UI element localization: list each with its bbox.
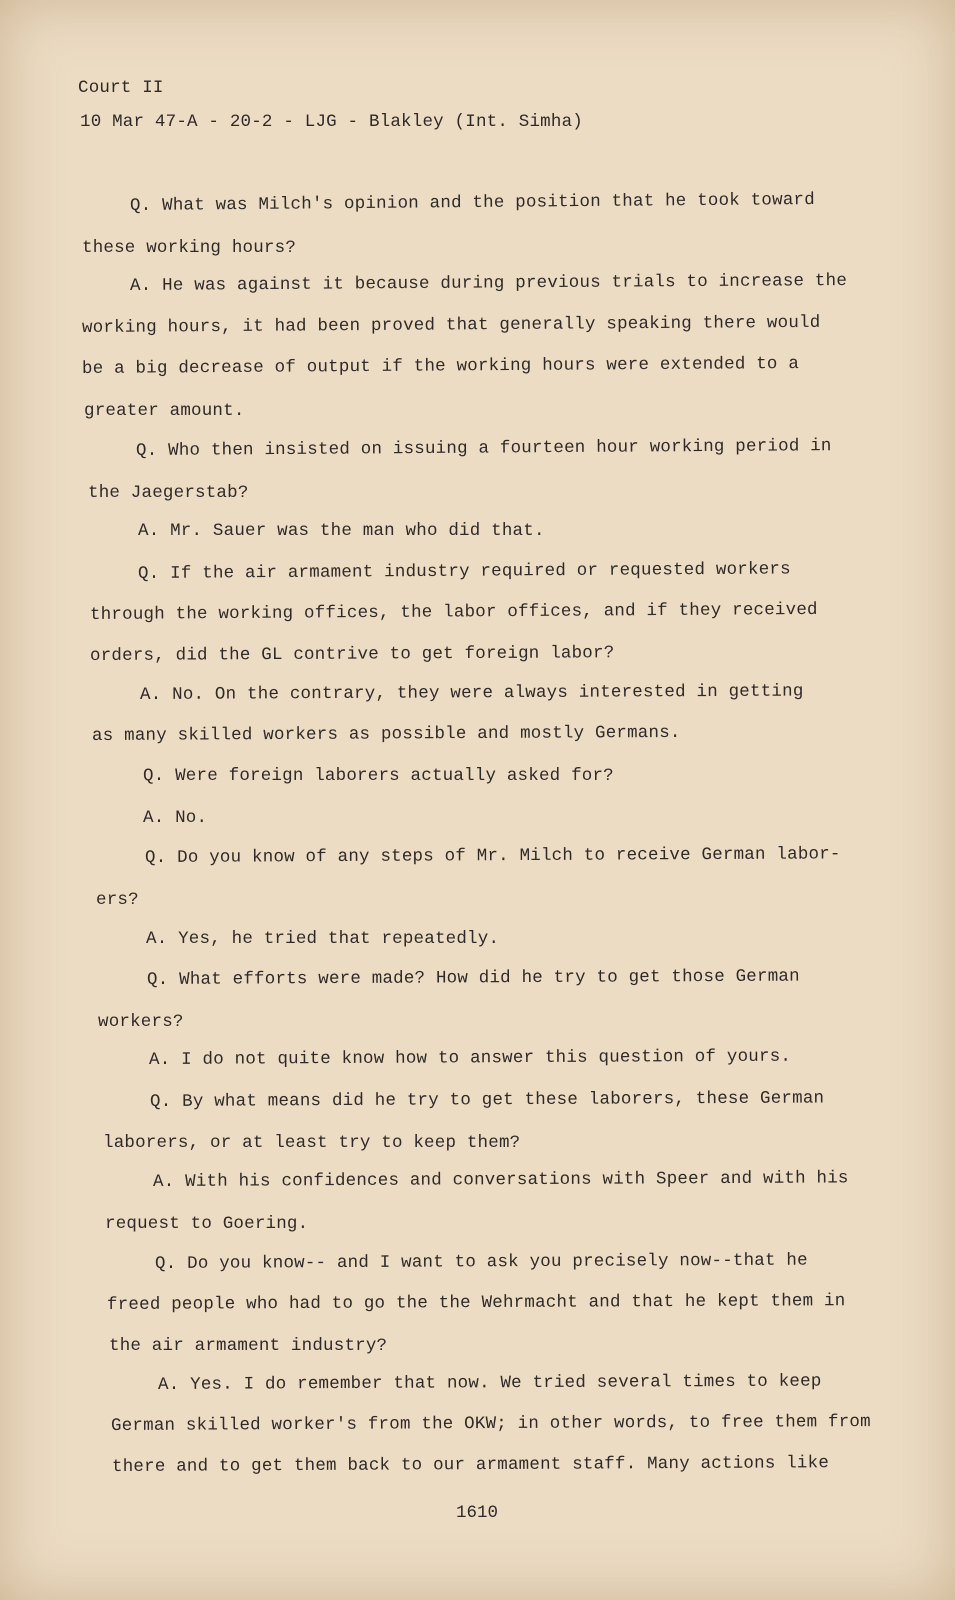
- transcript-line: as many skilled workers as possible and mostly Germans.: [91, 722, 681, 746]
- transcript-line: A. No. On the contrary, they were always interested in getting: [139, 681, 804, 705]
- transcript-line: A. I do not quite know how to answer this question of yours.: [148, 1046, 792, 1070]
- transcript-line: the Jaegerstab?: [88, 483, 249, 503]
- transcript-line: be a big decrease of output if the working hours were extended to a: [81, 353, 800, 379]
- transcript-line: greater amount.: [84, 401, 245, 421]
- transcript-line: A. Mr. Sauer was the man who did that.: [138, 521, 545, 541]
- transcript-line: laborers, or at least try to keep them?: [103, 1133, 521, 1153]
- transcript-line: through the working offices, the labor offices, and if they received: [89, 599, 818, 625]
- transcript-line: A. No.: [143, 808, 208, 828]
- transcript-line: freed people who had to go the the Wehrmacht and that he kept them in: [106, 1291, 846, 1315]
- transcript-line: there and to get them back to our armament staff. Many actions like: [111, 1453, 830, 1477]
- transcript-line: workers?: [98, 1012, 184, 1032]
- transcript-line: Q. Were foreign laborers actually asked for?: [143, 766, 614, 786]
- page-number: 1610: [456, 1503, 499, 1523]
- transcript-line: ers?: [96, 890, 139, 910]
- transcript-line: Q. By what means did he try to get these laborers, these German: [149, 1088, 825, 1112]
- transcript-line: these working hours?: [82, 238, 297, 258]
- transcript-line: Q. What efforts were made? How did he try to get those German: [146, 966, 800, 990]
- transcript-line: request to Goering.: [105, 1214, 309, 1234]
- transcript-line: A. Yes, he tried that repeatedly.: [146, 929, 500, 949]
- court-header: Court II: [78, 78, 164, 98]
- transcript-line: Q. If the air armament industry required or requested workers: [137, 559, 791, 584]
- transcript-line: Q. Who then insisted on issuing a fourteen hour working period in: [135, 436, 832, 461]
- transcript-line: Q. Do you know-- and I want to ask you precisely now--that he: [154, 1250, 808, 1274]
- transcript-line: orders, did the GL contrive to get foreign labor?: [89, 643, 615, 666]
- transcript-line: Q. What was Milch's opinion and the position that he took toward: [129, 190, 815, 216]
- transcript-line: working hours, it had been proved that generally speaking there would: [81, 312, 821, 338]
- session-header: 10 Mar 47-A - 20-2 - LJG - Blakley (Int. Simha): [80, 112, 583, 132]
- transcript-line: the air armament industry?: [109, 1336, 388, 1356]
- transcript-line: Q. Do you know of any steps of Mr. Milch to receive German labor-: [144, 844, 841, 868]
- transcript-line: A. With his confidences and conversations with Speer and with his: [152, 1168, 849, 1192]
- transcript-line: A. He was against it because during previous trials to increase the: [129, 270, 848, 296]
- transcript-line: German skilled worker's from the OKW; in other words, to free them from: [110, 1412, 871, 1436]
- transcript-line: A. Yes. I do remember that now. We tried several times to keep: [157, 1371, 822, 1395]
